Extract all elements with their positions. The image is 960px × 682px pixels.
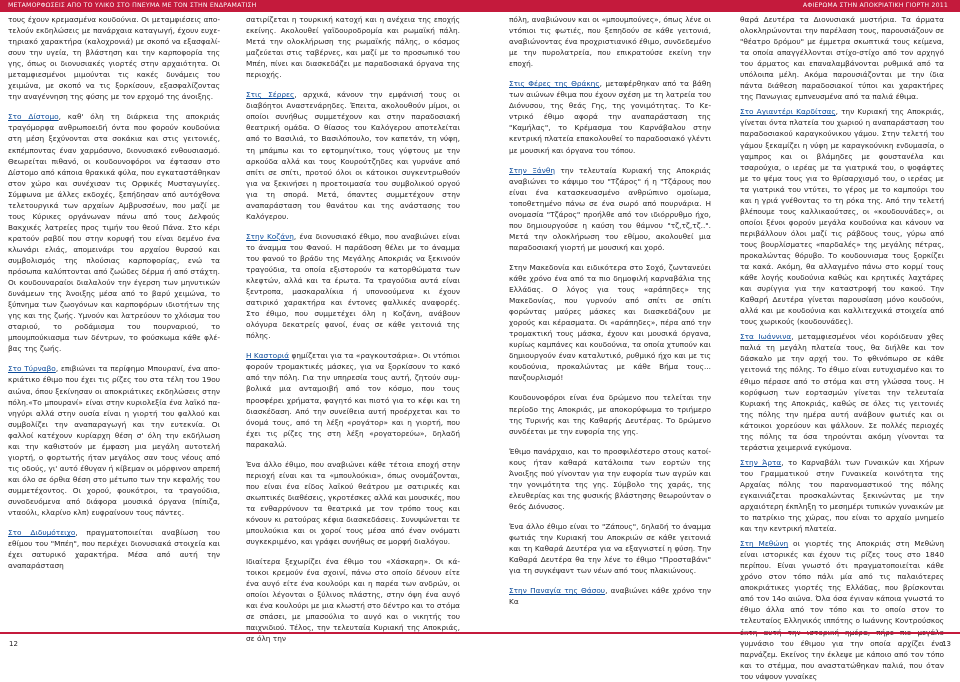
place-heading: Στη Μεθώνη [740,539,789,549]
place-heading: Στην Άρτα [740,457,782,467]
left-column-2 [246,14,460,644]
place-heading: Στις Φέρες της Θράκης [509,79,600,89]
paragraph: Κουδουνοφόροι είναι ένα δρώμενο που τελείται την περίοδο της Αποκριάς, με αποκορύφωμα το τριήμερο της Τυρινής και της Καθαρής Δευτέρας. Το δρώμενο συνδέεται με την ευφορία της γης. [509,393,711,436]
page-number-left: 12 [9,640,18,648]
paragraph: τους έχουν κρεμασμένα κουδούνια. Οι μεταμφιέσεις αποτελούν εκδηλώσεις με πανάρχαια καταγωγή, έχουν ευχετηριακό χαρακτήρα (καλοχρονιά) με σκοπό να εξασφαλίσουν την υγεία, τη βλάστηση και την καρποφορία της γης, όπως οι διονυσιακές γιορτές στην αρχαιότητα. Οι μεταμφιεσμένοι μιμούνται τις κακές δυνάμεις του χειμώνα, με σκοπό να τις ξορκίσουν, εξασφαλίζοντας την αναγέννηση της φύσης με τον ερχομό της άνοιξης. [8,15,220,102]
page-number-right: 13 [942,640,951,648]
paragraph: Στην Μακεδονία και ειδικότερα στο Σοχό, ζωντανεύει κάθε χρόνο ένα από τα πιο δημοφιλή καρναβάλια της Ελλάδας. Ο λόγος για τους «αράπηδες» της Μακεδονίας, που γυρνούν από σπίτι σε σπίτι φορώντας μαύρες μάσκες και διασκεδάζουν με χορούς και κέρασματα. Οι «αράπηδες», πέρα από την τρομακτική τους μάσκα, έχουν και μουσικά όργανα, κυρίως καμπάνες και κουδούνια, τα οποία χτυπούν και δημιουργούν έναν καταλυτικό, ρυθμικό ήχο και με τις κουδούνια, προκαλώντας με κάθε Βήμα τους... πανζουρλισμό! [509,262,711,383]
right-column-2 [740,14,944,681]
paragraph: Στο Αγιαντέρι Καρδίτσας, την Κυριακή της Αποκριάς, γίνεται όντα πλατεία του χωριού η αναπαράσταση του παραδοσιακού καραγκούνικου γάμου. Στην τελετή του γάμου ξεκαμίζει η νύφη με καραγκούνικη ενδυμασία, ο γαμπρος και οι βλάμηδες με φουστανέλα και τσαρούχια, ο ιερέας με τα γιατρικά του, ο ψοφάφτες με το ψέμα τους για το θρίσαρχισμό του, ο ιερέας με τα γιατρικά του ντύτει, το γέρος με το καμπούρι του και η γριά γνέθοντας το τη ρόκα της. Από την τελετή βλέπουμε τους καλλικαούτσες, οι «κουδουνάδες», οι οποίοι ξένοι φορούν μεγάλα κουδούνια και κάνουν να περιβάλλουν όλοι μαζί τις ράβδους τους, γύρω από τους βουρλίσματες «παρδαλές» της μεγάλης πέτρας, προκαλώντας θόρυβο. Το κουδουνισμα τους ξορκίζει τα κακά. Ακόμη, θα αλλαγμένο πάνω στο κορμί τους κάθε λογής κουδούνια καθώς και κρητικές λαχτάρες και συρίγγια για την καταστροφή του κακού. Την Καθαρή Δευτέρα γίνεται παρουσίαση μόνο κουδούνι, αλλά και με κουδούνια και καλλιτεχνικά στοιχεία από τους χωρικούς (κουδουνάδες). [740,107,944,327]
paragraph: Στη Μεθώνη οι γιορτές της Αποκριάς στη Μεθώνη είναι ιστορικές και έχουν τις ρίζες τους στο 1840 περίπου. Είναι γνωστό ότι πραγματοποιείται κάθε χρόνο στον τόπο πάλι μία από τις παλαιότερες αποκριάτικες γιορτές της Ελλάδας, που βρίσκονται από τον 14ο αιώνα. Όλα όσα έγιναν κάποια γνωστά το έθιμο άλλα από τον τόπο και το οποίο στον το τελευταίος Ελληνικός ιππότης ο Ιωάννης Κοντρούσκος γυμνάσιο του έθιμου για την οποία αρχίζει ένα παρνάζεμ. Εκείνος την έκλεψε με κάποιο από τον τόπο και το στέμμα, που αναστατώθηκαν παλιά, που όταν του νάψουν γυναίκες [740,539,944,681]
paragraph: Στην Άρτα, το Καρναβάλι των Γυναικών και Χήρων του Γραμματικού στην Γυναικεία κοινότητα της Αρχαίας πόλης του παρανομαστικού της πόλης εγκαινιάζεται προσκαλώντας ξεκινώντας με την αρχαιότερη έκπληξη το μεσημέρι τυπικών γυναικών με το πατρίκιο της χώρας, που είναι το αρχαίο μνημείο και την κεντρική πλατεία. [740,457,944,534]
place-heading: Στις Σέρρες [246,90,295,100]
paragraph: Ένα άλλο έθιμο είναι το "Ζάπους", δηλαδή το άναμμα φωτιάς την Κυριακή του Αποκριών σε κάθε γειτονιά και τη Καθαρά Δευτέρα για να εξαγνιστεί η φύση. Την Καθαρά Δευτέρα θα την λένε το έθιμο "Προσταβάνι" για τη συγκέψαντ των νέων από τους πλακιώνους. [509,521,711,576]
paragraph: Στην Κοζάνη, ένα διονυσιακό έθιμο, που αναβιώνει είναι το άναμμα του Φανού. Η παράδοση θέλει με το άναμμα του φανού το βράδυ της Μεγάλης Αποκριάς να ξεκινούν τραγούδια, τα οποία εξιστορούν τα κατορθώματα των κλεφτών, αλλά και τα έρωτα. Τα τραγούδια αυτά είναι ξεντροπα, μασκαραλίκια ή υπονοούμενα κι έχουν σατιρικό χαρακτήρα και έντονες φαλλικές αναφορές. Στο έθιμο, που συμμετέχει όλη η Κοζάνη, ανάβουν ολόγυρα δεκατρείς φανοί, ένας σε κάθε γειτονιά της πόλης. [246,231,460,341]
place-heading: Στο Δίστομο [8,112,59,122]
header-bar [0,0,960,12]
place-heading: Στην Ξάνθη [509,165,556,175]
paragraph: Έθιμο πανάρχαιο, και το προσφιλέστερο στους κατοίκους ήταν καθαρά κατάλοιπα των εορτών της Άνοιξης πού γίνονταν για την ευφορία των αγρών και την γονιμότητα της γης. Σύμβολο της χαράς, της ελευθερίας και της φυσικής βλάστησης θεωρούνταν ο θεός Διόνυσος. [509,446,711,511]
paragraph: Στις Φέρες της Θράκης, μεταφέρθηκαν από τα βάθη των αιώνων έθιμα που έχουν σχέση με τη λατρεία του Διόνυσου, της θεάς Γης, της γονιμότητας. Το Κεντρικό έθιμο αφορά την αναπαράσταση της "Καμήλας", το Κρέμασμα του Καρνάβαλου στην κεντρική πλατεία επακολουθεί το παραδοσιακό γλέντι με μουσική και όργανα του τόπου. [509,79,711,155]
paragraph: πόλη, αναβιώνουν και οι «μπουμπούνες», όπως λένε οι ντόπιοι τις φωτιές, που ξεπηδούν σε κάθε γειτονιά, αναβιώνοντας ένα προχριστιανικό έθιμο, συνδεδεμένο με την πυρολατρεία, που επικρατούσε εκείνη την εποχή. [509,15,712,69]
paragraph: Ιδιαίτερα ξεχωρίζει ένα έθιμο του «Χάσκαρη». Οι κάτοικοι κρεμούν ένα σχοινί, πάνω στο οποίο δένουν είτε ένα αυγό είτε ένα κουλούρι και η παρέα των ανδρών, οι οποίοι λέγονται ο ξύλινος πλάστης, στην όψη ένα αυγό και ένα κουλούρι με μια κλωστή στο δέντρο και το στόμα σε σπάσει, με μπασούλια το αυγό και ο νικητής του παιχνιδιού. Τέλος, την τελευταία Κυριακή της Αποκριάς, σε όλη την [246,557,460,644]
paragraph: Στην Ξάνθη την τελευταία Κυριακή της Αποκριάς αναβιώνει το κάψιμο του "Τζάρος" ή η "Τζάρους που είναι ένα κατασκευασμένο ανθρώπινο ομοίωμα, τοποθετημένο πάνω σε ένα σωρό από πουρνάρια. Η ονομασία "Τζάρος" προήλθε από τον ιδιόρρυθμο ήχο, που δημιουργούσε η καύση του θάμνου "τζ,τζ,τζ..". Μετά την ολοκλήρωση του εθίμου, ακολουθεί μια παραδοσιακή γιορτή με μουσική και χορό. [509,165,711,252]
paragraph: Στο Τύρναβο, επιβιώνει τα περίφημο Μπουρανί, ένα αποκριάτικο έθιμο που έχει τις ρίζες του στα τέλη του 19ου αιώνα, όπου ξεκίνησαν οι αποκριάτικες εκδηλώσεις στην πόλη.«Το μπουρανί» είναι στην κυριολεξία ένα λαϊκό πανηγύρι αλλά στην ουσία είναι η γιορτή του φαλλού και συμβολίζει την αναπαραγωγή και την ευτεκνία. Οι φαλλοί κατέχουν κυρίαρχη θέση σ' όλη την εκδήλωση και την καθιστούν με έμφαση μια μεγάλη αυτοτελή γιορτή, ο φορτωτής ήταν μεγάλος σαν τους νέους από τις οδούς, γι' αυτό έθυγαν ή κίβεμαν οι μόρφινον απρεπή και όλο σε όρθια θέση στο μέτωπο των την κεφαλής του συμμετέχοντος. Οι χορού, φουκότροι, τα τραγούδια, συνοδευόμενα από διάφορα μουσικά όργανα (πίπιζα, νταούλι, κλαρίνο κλπ) ευφραίνουν τους πάντες. [8,364,220,518]
paragraph: Στο Διδυμότειχο, πραγματοποιείται αναβίωση του εθίμου του "Μπέη", που περιέχει διονυσιακά στοιχεία και έχει σατυρικό χαρακτήρα. Μέσα από αυτή την αναπαράσταση [8,528,220,571]
place-heading: Στο Αγιαντέρι Καρδίτσας [740,107,836,117]
paragraph: Στις Σέρρες, αρχικά, κάνουν την εμφάνισή τους οι διαβόητοι Αναστενάρηδες. Έπειτα, ακολουθούν μίμοι, οι οποίοι συνήθως συμμετέχουν και στην παραδοσιακή θεατρική ομάδα. Ο θίασος του Καλόγερου αποτελείται από το Βασιλιά, το Βασιλόπουλο, τον καπετάν, τη νύφη, τη μπάμπω και το εφτομηνίτικο, τους γύφτους με την αρκούδα αλλά και τους Κουρούτζηδες και γυρνάνε από σπίτι σε σπίτι, προτού όλοι οι κάτοικοι συγκεντρωθούν για να ξεκινήσει η προετοιμασία του συμβολικού οργού για τη σπορά. Μετά, όπαντες συμμετέχουν στην αναπαράσταση του θανάτου και της ανάστασης του Καλόγερου. [246,90,460,221]
running-header-left: ΜΕΤΑΜΟΡΦΩΣΕΙΣ ΑΠΟ ΤΟ ΥΛΙΚΟ ΣΤΟ ΠΝΕΥΜΑ ΜΕ ΤΟΝ ΣΤΗΝ ΕΝΔΡΑΜΑΤΙΣΗ [8,2,257,9]
footer-rule [0,632,960,634]
paragraph: σατιρίζεται η τουρκική κατοχή και η ανέχεια της εποχής εκείνης. Ακολουθεί γαϊδουροδρομία και ρωμαϊκή πάλη. Μετά την ολοκλήρωση της ρωμαϊκής πάλης, ο κόσμος μαζεύεται στις ταβέρνες, και μαζί με το προσωπικό του Μπέη, πίνει και διασκεδάζει με παραδοσιακά όργανα της περιοχής. [246,15,460,80]
paragraph: Η Καστοριά φημίζεται για τα «ραγκουτσάρια». Οι ντόπιοι φορούν τρομακτικές μάσκες, για να ξορκίσουν το κακό από την πόλη. Για την υπηρεσία τους αυτή, ζητούν συμβολικά μια ανταμοιβή από τον κόσμο, που τους προσφέρει χρήματα, φαγητό και πιοτό για το κέφι και τη διασκέδαση. Από την συνείθεια αυτή προέρχεται και το όνομά τους, από τη λέξη «ρογάτορ» και η γιορτή, που έχει τις ρίζες της στη λέξη «ρογατορεύω», δηλαδή παρακαλώ. [246,351,460,449]
paragraph: Στο Δίστομο, καθ' όλη τη διάρκεια της αποκριάς τραγόμορφα ανθρωποειδή όντα που φορούν κουδούνια στη μέση ξεχύνονται στα σοκάκια και στις γειτονιές, εκπέμποντας έναν χαρμόσυνο, διονυσιακό ενθουσιασμό. Θεωρείται πιθανό, οι κουδουνοφόροι να έφτασαν στο Δίστομο από κάποια θρακικά φύλα, που εγκαταστάθηκαν στον χώρο και συνέχισαν τις Ορφικές Μυσταγωγίες. Σύμφωνα με άλλες εκδοχές, ξεπήδησαν από αυτόχθονα τελετουργικά των αρχαίων Αμβρυσσέων, που μαζί με τους Κύρικες οργάνωναν πάνω από τους Δελφούς Βακχικές λατρείες προς τιμήν του θεού Πάνα. Στο κέρι κρατούν ραβδί που στην κορυφή του είναι δεμένο ένα κλωνάρι ελιάς, απομεινάρι του αρχαίου θυρσού και συμβολισμός της πλούσιας καρποφορίας, ενώ τα πρόσωπα καλύπτονται από ζωώδες δέρμα ή από στάχτη. Οι κουδουναραίοι διαλαλούν την έγερση των μηνυτικών δυνάμεων της Άνοιξης μέσα από το βαρύ χειμώνα, το ξύπνημα των ζωογόνων και καρποφόρων ιδιοτήτων της γης και της ζωής. Υμνούν και λατρεύουν το χλόισμα του σταριού, το ροδάμισμα του πουρναριού, το μπουμπούκιασμα των δέντρων, το φούσκωμα κάθε φλέβας της ζωής. [8,112,220,354]
paragraph: Στα Ιωάννινα, μεταμφιεσμένοι νέοι κορόιδευαν χθες παλιά τη μεγάλη πλατεία τους, θα διήλθε και τον δάσκαλο με την αρχή του. Το φθινόπωρο σε κάθε γειτονιά της πόλης. Το έθιμο είναι ευτυχισμένο και το έθιμο πέρασε από το στόμα και στη γλώσσα τους. Η κορύφωση των εορτασμών γίνεται την τελευταία Κυριακή της Αποκριάς, καθώς σε όλες τις γειτονιές της πόλης την ημέρα αυτή ανάβουν φωτιές και οι κάτοικοι χορεύουν και ψάλλουν. Σε πολλές περιοχές της πόλης τα όσα τηρούνται ακόμη γίνονται τα τεράστια χειμερινά εγκύμονα. [740,332,944,452]
place-heading: Η Καστοριά [246,351,290,361]
paragraph: Στην Παναγία της Θάσου, αναβιώνει κάθε χρόνο την Κα [509,586,712,607]
place-heading: Στην Κοζάνη [246,231,294,241]
place-heading: Στα Ιωάννινα [740,332,792,342]
left-column-1 [8,14,220,628]
paragraph: θαρά Δευτέρα τα Διονυσιακά μυστήρια. Τα άρματα ολοκληρώνονται την παρέλαση τους, παρουσιάζουν σε "θέατρο δρόμου" με έμμετρα σκωπτικά τους κείμενα, τα οποία απαγγέλλονται στίχο-στίχο από τον αρχηγό του άρματος και επαναλαμβάνονται ρυθμικά από τα υπόλοιπα μέλη. Ακόμα παρουσιάζονται με την ίδια πάντα διάθεση παραδοσιακοί τύποι και χαρακτήρες της Πανωγιας εμπνευσμένα από τα παλιά έθιμα. [740,15,944,102]
running-header-right: ΑΦΙΕΡΩΜΑ ΣΤΗΝ ΑΠΟΚΡΙΑΤΙΚΗ ΓΙΟΡΤΗ 2011 [802,2,948,9]
place-heading: Στην Παναγία της Θάσου [509,586,606,596]
place-heading: Στο Διδυμότειχο [8,528,76,538]
right-column-1 [509,14,711,628]
paragraph: Ένα άλλο έθιμο, που αναβιώνει κάθε τέτοια εποχή στην περιοχή είναι και τα «μπουλούκια», όπως ονομάζονται, που είναι ένα είδος λαϊκού θεάτρου με σατιρικές και σκωπτικές διαθέσεις, γκροτέσκες αλλά και μουσικές, που τα ενθαρρύνουν τα θεατρικά με τον τρόπο τους και κόνουν κι ρατούρας κέφια διασκεδάσεις. Συνυψώνεται τε μπουλούκια και οι χοροί τους μέσα από έναν ονόματι συγκεκριμένο, και γράφει συνήθως σε μορφή διαλόγου. [246,459,460,547]
place-heading: Στο Τύρναβο [8,364,56,374]
